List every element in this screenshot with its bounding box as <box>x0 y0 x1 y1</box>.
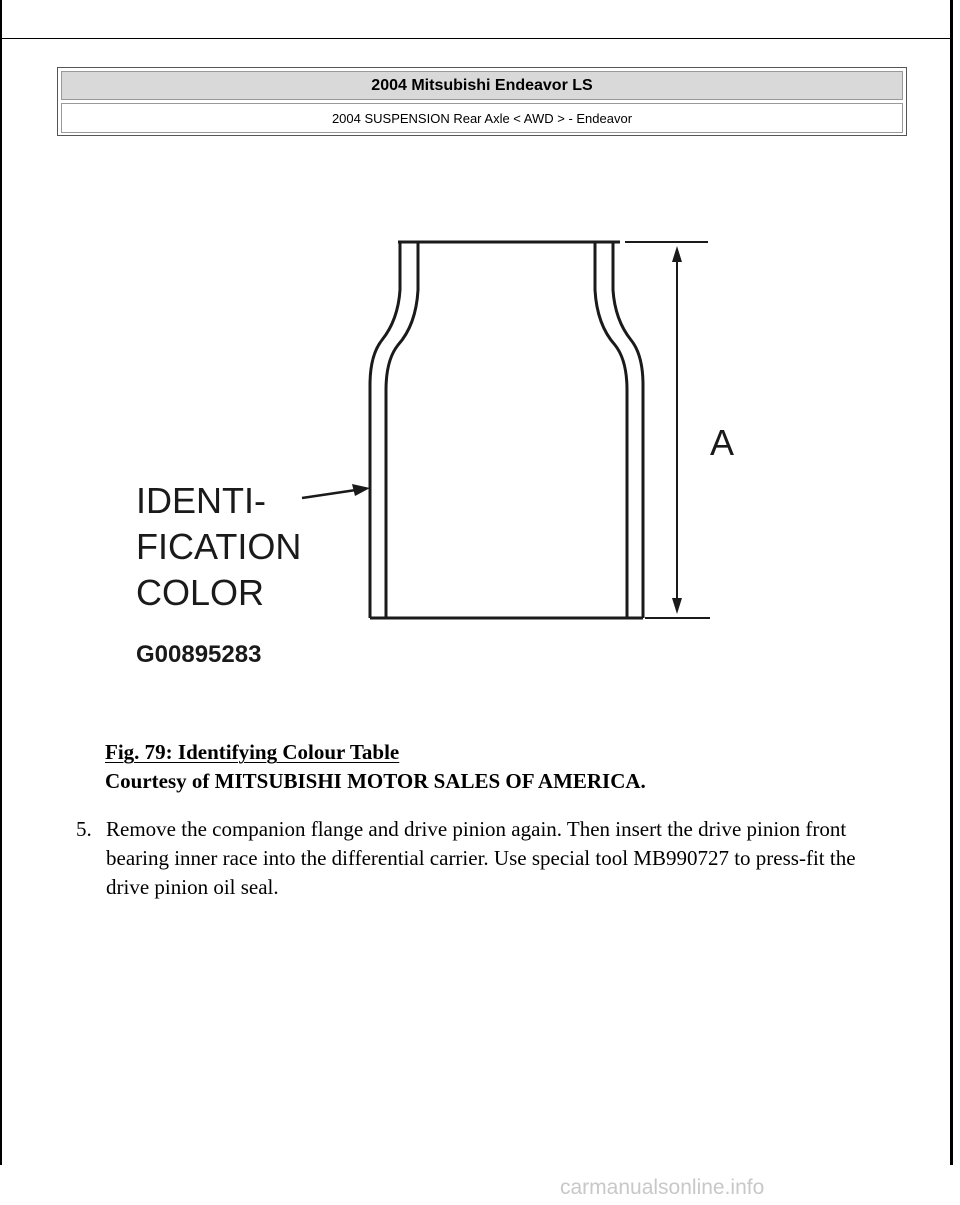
step-number: 5. <box>76 817 92 841</box>
figure-code: G00895283 <box>136 641 262 668</box>
identification-color-figure <box>120 230 735 670</box>
page-border-left <box>0 0 2 1165</box>
identification-label-line3: COLOR <box>136 572 265 613</box>
figure-caption <box>105 738 646 796</box>
identification-label-line1: IDENTI- <box>136 480 266 521</box>
step-text: Remove the companion flange and drive pinion again. Then insert the drive pinion front bearing inner race into the differential carrier. Use special tool MB990727 to press-fit the drive pinion oil seal. <box>106 817 856 899</box>
figure-caption-courtesy: Courtesy of MITSUBISHI MOTOR SALES OF AMERICA. <box>105 769 646 793</box>
site-watermark: carmanualsonline.info <box>560 1176 765 1199</box>
header-title: 2004 Mitsubishi Endeavor LS <box>61 71 903 100</box>
dimension-lines <box>625 242 710 618</box>
dimension-a-label: A <box>710 422 735 463</box>
header-subtitle: 2004 SUSPENSION Rear Axle < AWD > - Endeavor <box>61 103 903 133</box>
procedure-step <box>76 815 876 902</box>
figure-caption-title: Fig. 79: Identifying Colour Table <box>105 740 400 764</box>
page-border-top <box>0 38 953 39</box>
page-border-right <box>950 0 953 1165</box>
spacer-diagram <box>120 230 735 670</box>
document-header <box>57 67 907 136</box>
pointer-arrow <box>302 484 370 498</box>
identification-label-line2: FICATION <box>136 526 302 567</box>
spacer-outline <box>370 242 643 618</box>
